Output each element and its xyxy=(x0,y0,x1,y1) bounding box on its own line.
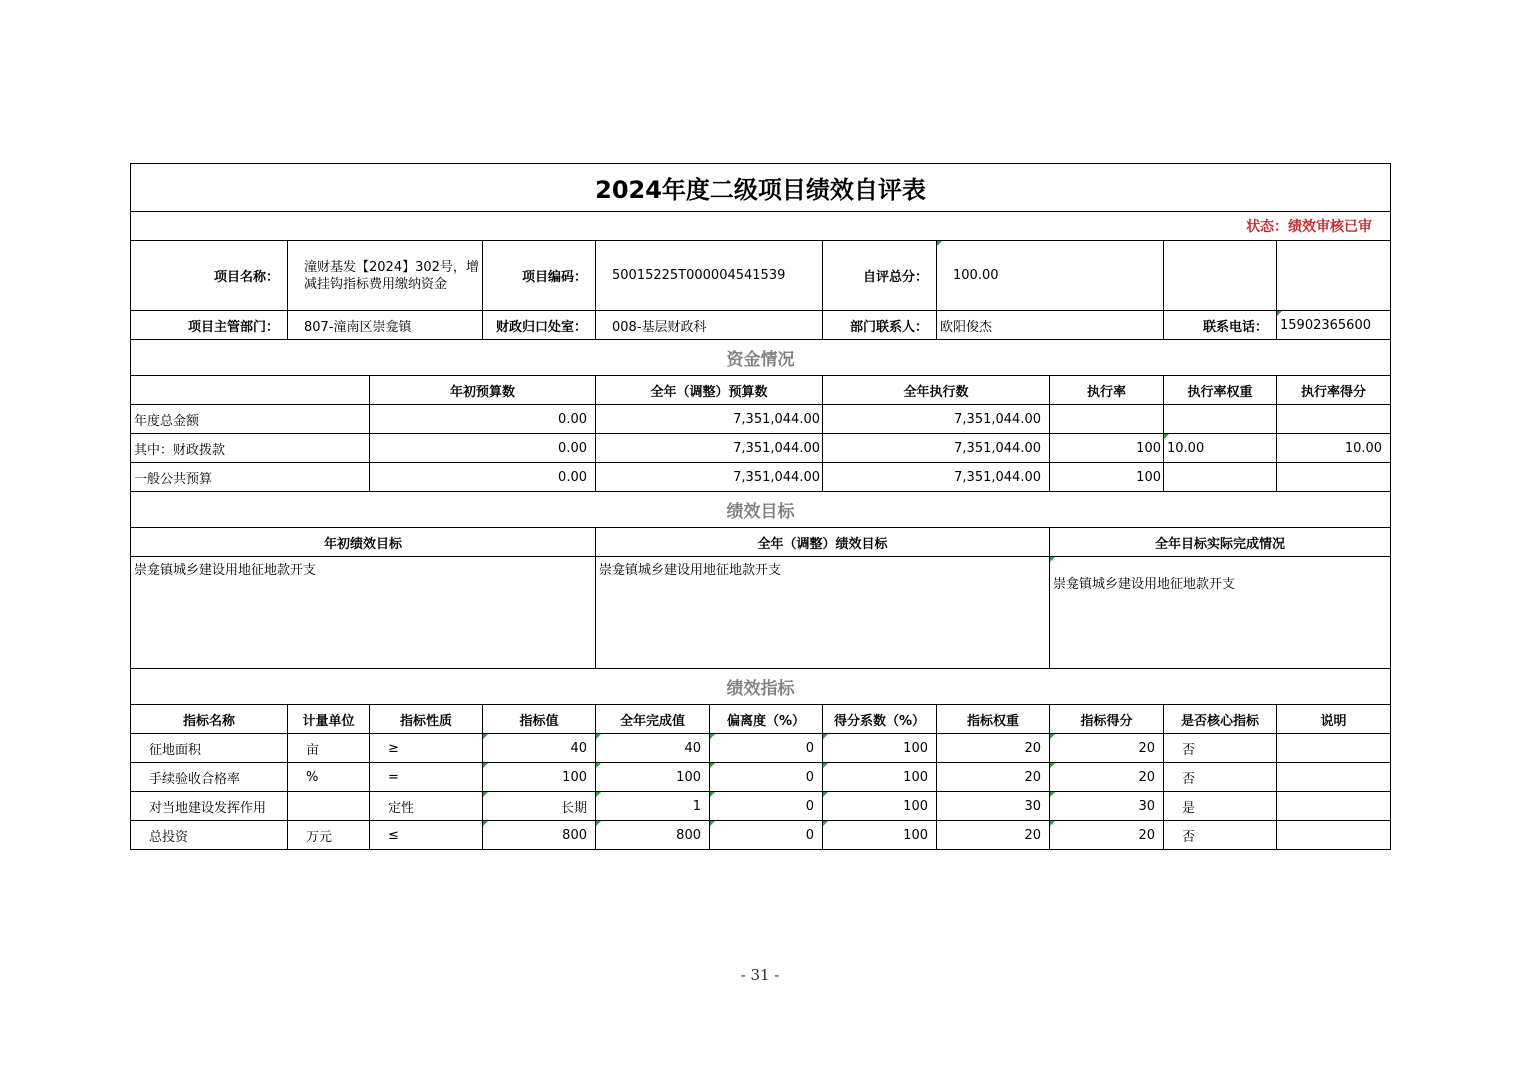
performance-table xyxy=(130,163,1390,850)
indicator-row xyxy=(131,763,1391,792)
funds-header: 全年执行数 xyxy=(823,376,1050,405)
indicator-nature: = xyxy=(370,763,483,792)
funds-row xyxy=(131,463,1391,492)
funds-row xyxy=(131,434,1391,463)
indicator-nature: ≤ xyxy=(370,821,483,850)
indicator-note xyxy=(1277,734,1391,763)
indicator-deviation: 0 xyxy=(710,792,823,821)
funds-initial: 0.00 xyxy=(370,463,596,492)
indicator-header: 是否核心指标 xyxy=(1164,705,1277,734)
indicator-actual: 800 xyxy=(596,821,710,850)
funds-row xyxy=(131,405,1391,434)
funds-header: 全年（调整）预算数 xyxy=(596,376,823,405)
indicator-core: 否 xyxy=(1164,763,1277,792)
empty-cell xyxy=(1277,241,1391,311)
indicator-weight: 20 xyxy=(937,821,1050,850)
indicator-score: 20 xyxy=(1050,763,1164,792)
indicator-coef: 100 xyxy=(823,763,937,792)
funds-weight xyxy=(1164,463,1277,492)
funds-header: 执行率得分 xyxy=(1277,376,1391,405)
empty-cell xyxy=(1164,241,1277,311)
indicator-target: 100 xyxy=(483,763,596,792)
status-badge: 状态：绩效审核已审 xyxy=(131,212,1391,241)
funds-row-label: 其中：财政拨款 xyxy=(131,434,370,463)
goal-actual: 崇龛镇城乡建设用地征地款开支 xyxy=(1050,557,1391,669)
dept-label: 项目主管部门： xyxy=(131,311,288,340)
contact-value: 欧阳俊杰 xyxy=(937,311,1164,340)
funds-score xyxy=(1277,405,1391,434)
goals-section-title: 绩效目标 xyxy=(131,492,1391,528)
goal-initial: 崇龛镇城乡建设用地征地款开支 xyxy=(131,557,596,669)
funds-rate: 100 xyxy=(1050,434,1164,463)
indicator-unit xyxy=(288,792,370,821)
indicator-nature: 定性 xyxy=(370,792,483,821)
indicator-coef: 100 xyxy=(823,734,937,763)
finance-label: 财政归口处室： xyxy=(483,311,596,340)
indicator-actual: 100 xyxy=(596,763,710,792)
funds-executed: 7,351,044.00 xyxy=(823,463,1050,492)
goals-header: 年初绩效目标 xyxy=(131,528,596,557)
indicator-score: 20 xyxy=(1050,821,1164,850)
indicator-core: 否 xyxy=(1164,821,1277,850)
dept-value: 807-潼南区崇龛镇 xyxy=(288,311,483,340)
indicator-note xyxy=(1277,763,1391,792)
finance-value: 008-基层财政科 xyxy=(596,311,823,340)
funds-rate: 100 xyxy=(1050,463,1164,492)
indicator-deviation: 0 xyxy=(710,734,823,763)
funds-header: 年初预算数 xyxy=(370,376,596,405)
indicator-row xyxy=(131,734,1391,763)
indicators-section-title: 绩效指标 xyxy=(131,669,1391,705)
indicator-name: 手续验收合格率 xyxy=(131,763,288,792)
indicator-header: 计量单位 xyxy=(288,705,370,734)
funds-weight xyxy=(1164,405,1277,434)
indicator-score: 30 xyxy=(1050,792,1164,821)
funds-adjusted: 7,351,044.00 xyxy=(596,463,823,492)
project-code-label: 项目编码： xyxy=(483,241,596,311)
funds-executed: 7,351,044.00 xyxy=(823,434,1050,463)
funds-weight: 10.00 xyxy=(1164,434,1277,463)
indicator-row xyxy=(131,821,1391,850)
goals-header: 全年（调整）绩效目标 xyxy=(596,528,1050,557)
page-title: 2024年度二级项目绩效自评表 xyxy=(131,164,1391,212)
indicator-weight: 20 xyxy=(937,763,1050,792)
funds-initial: 0.00 xyxy=(370,434,596,463)
funds-adjusted: 7,351,044.00 xyxy=(596,405,823,434)
score-label: 自评总分： xyxy=(823,241,937,311)
indicator-nature: ≥ xyxy=(370,734,483,763)
indicator-deviation: 0 xyxy=(710,821,823,850)
indicator-deviation: 0 xyxy=(710,763,823,792)
page-number: - 31 - xyxy=(740,966,780,984)
contact-label: 部门联系人： xyxy=(823,311,937,340)
indicator-actual: 40 xyxy=(596,734,710,763)
indicator-header: 得分系数（%） xyxy=(823,705,937,734)
funds-header-blank xyxy=(131,376,370,405)
indicator-target: 40 xyxy=(483,734,596,763)
indicator-core: 否 xyxy=(1164,734,1277,763)
indicator-header: 说明 xyxy=(1277,705,1391,734)
phone-value: 15902365600 xyxy=(1277,311,1391,340)
indicator-note xyxy=(1277,821,1391,850)
indicator-row xyxy=(131,792,1391,821)
indicator-header: 指标值 xyxy=(483,705,596,734)
indicator-name: 对当地建设发挥作用 xyxy=(131,792,288,821)
indicator-name: 征地面积 xyxy=(131,734,288,763)
funds-section-title: 资金情况 xyxy=(131,340,1391,376)
funds-rate xyxy=(1050,405,1164,434)
indicator-header: 偏离度（%） xyxy=(710,705,823,734)
indicator-target: 长期 xyxy=(483,792,596,821)
indicator-coef: 100 xyxy=(823,821,937,850)
funds-header: 执行率权重 xyxy=(1164,376,1277,405)
project-name-value: 潼财基发【2024】302号，增减挂钩指标费用缴纳资金 xyxy=(288,241,483,311)
indicator-header: 指标权重 xyxy=(937,705,1050,734)
goals-header: 全年目标实际完成情况 xyxy=(1050,528,1391,557)
indicator-header: 全年完成值 xyxy=(596,705,710,734)
indicator-core: 是 xyxy=(1164,792,1277,821)
indicator-coef: 100 xyxy=(823,792,937,821)
funds-initial: 0.00 xyxy=(370,405,596,434)
indicator-actual: 1 xyxy=(596,792,710,821)
indicator-header: 指标得分 xyxy=(1050,705,1164,734)
project-code-value: 50015225T000004541539 xyxy=(596,241,823,311)
funds-header: 执行率 xyxy=(1050,376,1164,405)
funds-score: 10.00 xyxy=(1277,434,1391,463)
indicator-name: 总投资 xyxy=(131,821,288,850)
indicator-score: 20 xyxy=(1050,734,1164,763)
indicator-weight: 30 xyxy=(937,792,1050,821)
indicator-weight: 20 xyxy=(937,734,1050,763)
indicator-unit: % xyxy=(288,763,370,792)
indicator-unit: 亩 xyxy=(288,734,370,763)
score-value: 100.00 xyxy=(937,241,1164,311)
project-name-label: 项目名称： xyxy=(131,241,288,311)
indicator-note xyxy=(1277,792,1391,821)
evaluation-grid xyxy=(130,163,1391,850)
indicator-header: 指标名称 xyxy=(131,705,288,734)
funds-score xyxy=(1277,463,1391,492)
funds-executed: 7,351,044.00 xyxy=(823,405,1050,434)
indicator-unit: 万元 xyxy=(288,821,370,850)
funds-row-label: 年度总金额 xyxy=(131,405,370,434)
phone-label: 联系电话： xyxy=(1164,311,1277,340)
funds-adjusted: 7,351,044.00 xyxy=(596,434,823,463)
indicator-header: 指标性质 xyxy=(370,705,483,734)
indicator-target: 800 xyxy=(483,821,596,850)
goal-adjusted: 崇龛镇城乡建设用地征地款开支 xyxy=(596,557,1050,669)
funds-row-label: 一般公共预算 xyxy=(131,463,370,492)
